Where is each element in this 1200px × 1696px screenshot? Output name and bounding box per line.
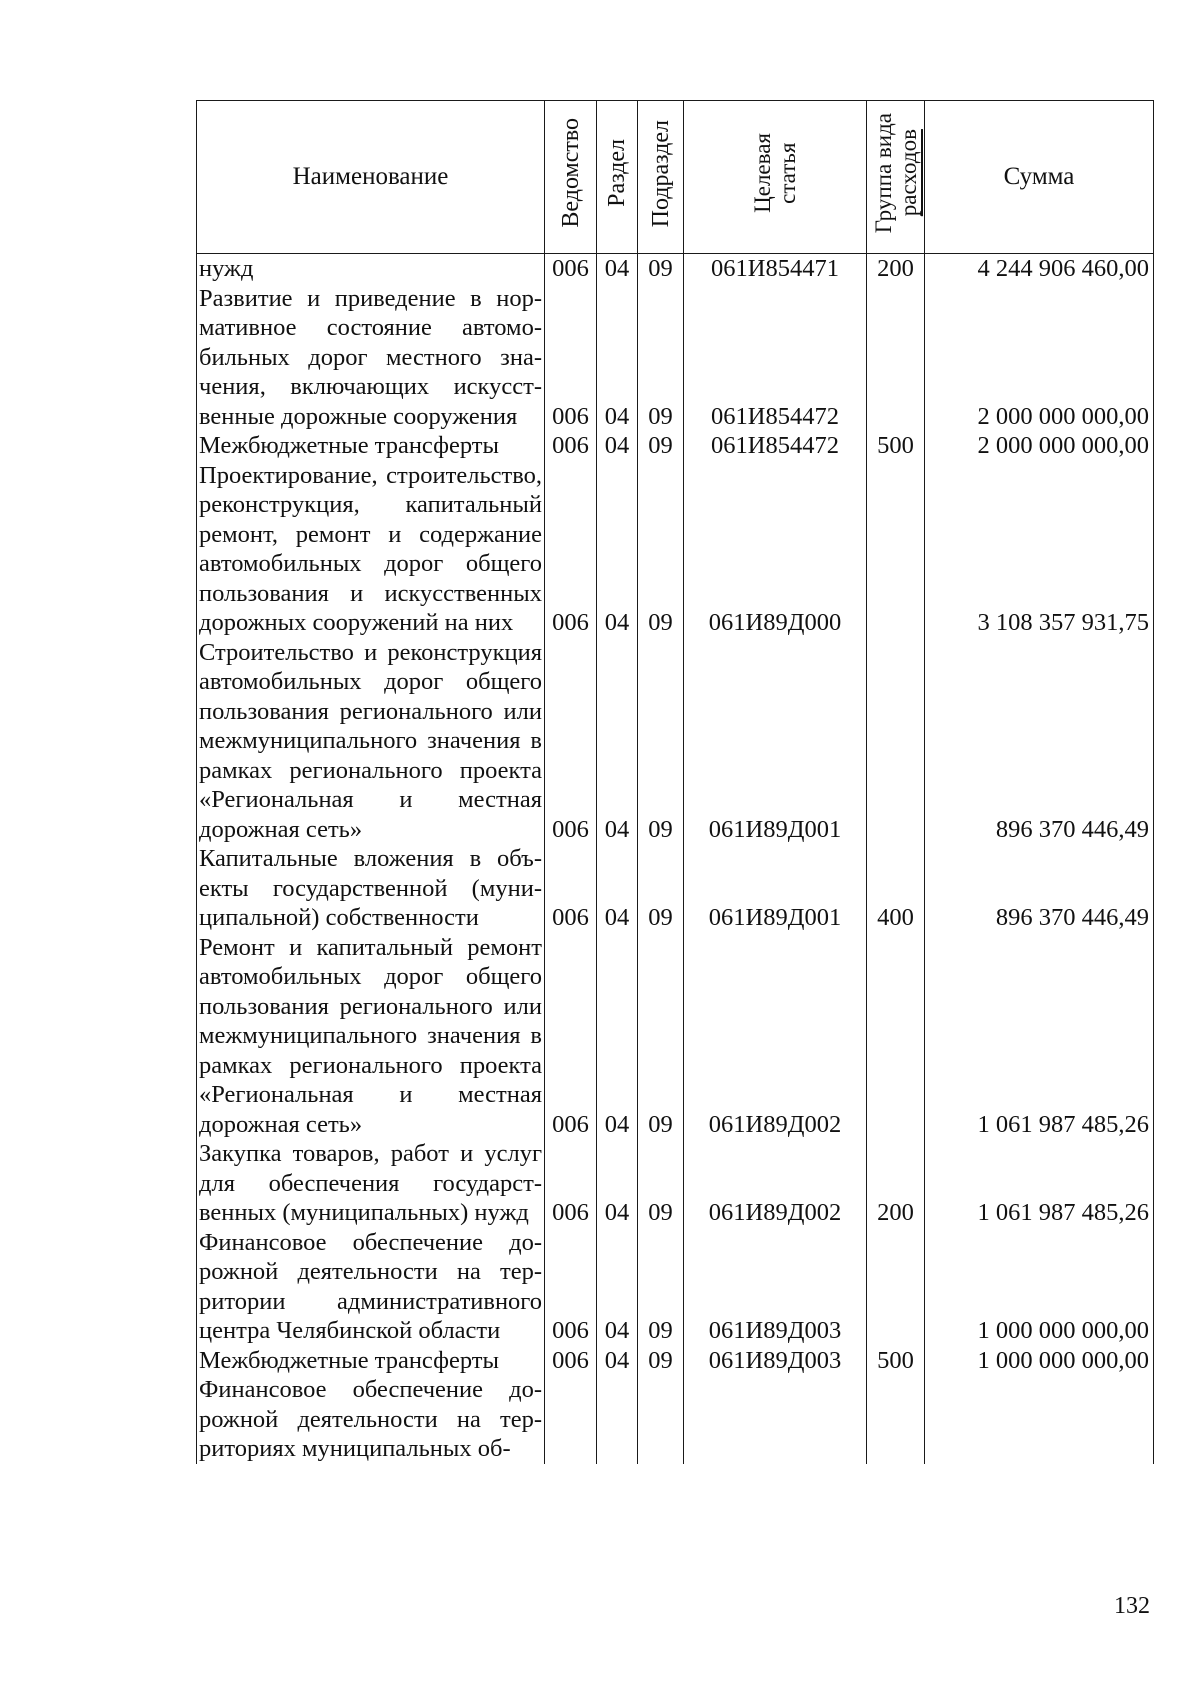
table-row (197, 431, 1154, 461)
header-section-label: Раздел (604, 139, 630, 208)
row-target: 061И89Д001 (684, 844, 867, 933)
header-name (197, 101, 545, 254)
row-name: Капитальные вложения в объекты государственной (муниципальной) собственности (197, 844, 545, 933)
row-amount (925, 1375, 1154, 1464)
row-amount: 3 108 357 931,75 (925, 461, 1154, 638)
table-row (197, 1346, 1154, 1376)
table-header-row (197, 101, 1154, 254)
row-target: 061И89Д002 (684, 1139, 867, 1228)
row-subsection: 09 (638, 1346, 684, 1376)
row-name: Строительство и реконструкция автомобильных дорог общего пользования регионального или межмуниципального значения в рамках регионального проекта «Региональная и местная дорожная сеть» (197, 638, 545, 845)
row-department: 006 (545, 844, 597, 933)
row-department: 006 (545, 1139, 597, 1228)
row-amount: 1 000 000 000,00 (925, 1228, 1154, 1346)
header-target-label (750, 133, 800, 213)
row-name: Развитие и приведение в нормативное состояние автомобильных дорог местного значения, включающих искусственные дорожные сооружения (197, 284, 545, 432)
row-department: 006 (545, 1228, 597, 1346)
row-section: 04 (597, 1139, 638, 1228)
row-section: 04 (597, 254, 638, 284)
row-subsection: 09 (638, 1139, 684, 1228)
row-amount: 1 061 987 485,26 (925, 933, 1154, 1140)
row-group: 200 (867, 254, 925, 284)
header-department-label: Ведомство (557, 118, 584, 229)
row-section: 04 (597, 844, 638, 933)
row-department (545, 1375, 597, 1464)
row-group (867, 638, 925, 845)
row-section: 04 (597, 284, 638, 432)
row-group (867, 284, 925, 432)
budget-table (196, 100, 1154, 1464)
row-target: 061И89Д000 (684, 461, 867, 638)
header-department (545, 101, 597, 254)
row-group (867, 1375, 925, 1464)
row-name: Закупка товаров, работ и услуг для обеспечения государственных (муниципальных) нужд (197, 1139, 545, 1228)
row-target: 061И854472 (684, 431, 867, 461)
row-subsection: 09 (638, 638, 684, 845)
row-department: 006 (545, 461, 597, 638)
row-department: 006 (545, 1346, 597, 1376)
row-amount: 2 000 000 000,00 (925, 284, 1154, 432)
header-group-line1: Группа вида (870, 113, 896, 234)
header-target-line2: статья (775, 142, 800, 204)
table-row (197, 1139, 1154, 1228)
row-amount: 1 061 987 485,26 (925, 1139, 1154, 1228)
table-row (197, 844, 1154, 933)
header-name-label: Наименование (292, 163, 449, 191)
row-section: 04 (597, 431, 638, 461)
row-section: 04 (597, 638, 638, 845)
row-amount: 1 000 000 000,00 (925, 1346, 1154, 1376)
header-subsection-label: Подраздел (647, 119, 674, 227)
row-section: 04 (597, 933, 638, 1140)
row-subsection: 09 (638, 254, 684, 284)
row-name: Проектирование, строительство, реконструкция, капитальный ремонт, ремонт и содержание автомобильных дорог общего пользования и искусственных дорожных сооружений на них (197, 461, 545, 638)
row-name: нужд (197, 254, 545, 284)
row-subsection: 09 (638, 844, 684, 933)
row-group (867, 1228, 925, 1346)
header-target (684, 101, 867, 254)
row-group: 400 (867, 844, 925, 933)
table-row (197, 284, 1154, 432)
row-name: Финансовое обеспечение дорожной деятельности на территориях муниципальных об- (197, 1375, 545, 1464)
row-department: 006 (545, 254, 597, 284)
row-name: Межбюджетные трансферты (197, 1346, 545, 1376)
table-row (197, 1228, 1154, 1346)
row-department: 006 (545, 284, 597, 432)
row-department: 006 (545, 431, 597, 461)
row-subsection: 09 (638, 431, 684, 461)
row-target: 061И89Д001 (684, 638, 867, 845)
page-number: 132 (1114, 1593, 1150, 1619)
row-amount: 2 000 000 000,00 (925, 431, 1154, 461)
row-subsection: 09 (638, 933, 684, 1140)
row-target: 061И854471 (684, 254, 867, 284)
row-name: Ремонт и капитальный ремонт автомобильных дорог общего пользования регионального или межмуниципального значения в рамках регионального проекта «Региональная и местная дорожная сеть» (197, 933, 545, 1140)
table-row (197, 933, 1154, 1140)
row-target (684, 1375, 867, 1464)
row-section (597, 1375, 638, 1464)
row-target: 061И89Д003 (684, 1346, 867, 1376)
row-group: 500 (867, 431, 925, 461)
table-row (197, 638, 1154, 845)
header-group-line2: расходов (895, 129, 921, 217)
row-subsection (638, 1375, 684, 1464)
row-section: 04 (597, 1228, 638, 1346)
row-amount: 4 244 906 460,00 (925, 254, 1154, 284)
header-subsection (638, 101, 684, 254)
row-group (867, 461, 925, 638)
row-group (867, 933, 925, 1140)
table-row (197, 1375, 1154, 1464)
row-name: Межбюджетные трансферты (197, 431, 545, 461)
header-amount-label: Сумма (1003, 163, 1075, 191)
table-row (197, 461, 1154, 638)
header-target-line1: Целевая (750, 133, 775, 214)
row-department: 006 (545, 638, 597, 845)
header-group (867, 101, 925, 254)
row-group: 200 (867, 1139, 925, 1228)
header-group-label (871, 113, 921, 233)
table-row (197, 254, 1154, 284)
row-group: 500 (867, 1346, 925, 1376)
row-section: 04 (597, 1346, 638, 1376)
row-target: 061И89Д003 (684, 1228, 867, 1346)
row-target: 061И89Д002 (684, 933, 867, 1140)
row-name: Финансовое обеспечение дорожной деятельности на территории административного центра Челябинской области (197, 1228, 545, 1346)
row-amount: 896 370 446,49 (925, 844, 1154, 933)
row-section: 04 (597, 461, 638, 638)
row-subsection: 09 (638, 284, 684, 432)
row-target: 061И854472 (684, 284, 867, 432)
row-department: 006 (545, 933, 597, 1140)
row-subsection: 09 (638, 1228, 684, 1346)
header-amount (925, 101, 1154, 254)
row-amount: 896 370 446,49 (925, 638, 1154, 845)
header-section (597, 101, 638, 254)
row-subsection: 09 (638, 461, 684, 638)
